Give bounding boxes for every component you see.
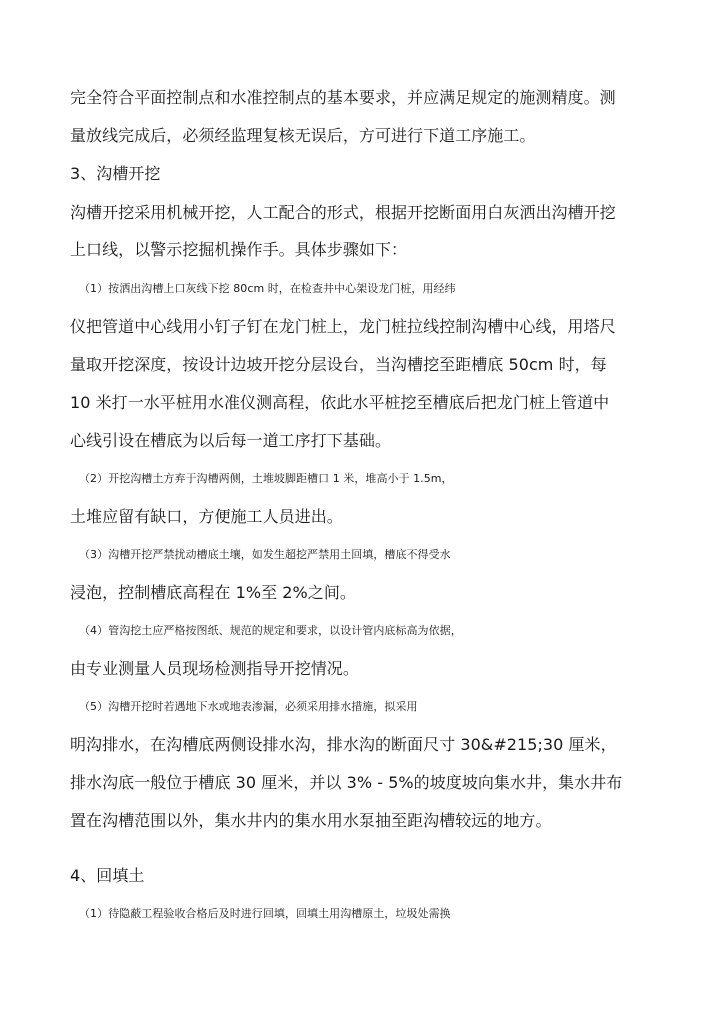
text-line: 排水沟底一般位于槽底 30 厘米，并以 3% - 5%的坡度坡向集水井，集水井布 — [70, 773, 623, 792]
text-line: 沟槽开挖采用机械开挖，人工配合的形式，根据开挖断面用白灰洒出沟槽开挖 — [70, 203, 616, 222]
text-line: 10 米打一水平桩用水准仪测高程，依此水平桩挖至槽底后把龙门桩上管道中 — [70, 393, 610, 412]
text-line: 心线引设在槽底为以后每一道工序打下基础。 — [70, 431, 392, 450]
list-item-1: （1）按洒出沟槽上口灰线下挖 80cm 时，在检查井中心架设龙门桩，用经纬 — [79, 282, 456, 295]
text-line: 完全符合平面控制点和水准控制点的基本要求，并应满足规定的施测精度。测 — [70, 88, 616, 107]
text-line: 浸泡，控制槽底高程在 1%至 2%之间。 — [70, 583, 356, 602]
section-heading-backfill: 4、回填土 — [70, 866, 145, 885]
text-line: 量取开挖深度，按设计边坡开挖分层设台，当沟槽挖至距槽底 50cm 时，每 — [70, 355, 607, 374]
text-line: 上口线，以警示挖掘机操作手。具体步骤如下： — [70, 240, 408, 259]
list-item-2: （2）开挖沟槽土方弃于沟槽两侧，土堆坡脚距槽口 1 米，堆高小于 1.5m， — [79, 472, 453, 485]
text-line: 由专业测量人员现场检测指导开挖情况。 — [70, 659, 359, 678]
text-line: 仪把管道中心线用小钉子钉在龙门桩上，龙门桩拉线控制沟槽中心线，用塔尺 — [70, 317, 616, 336]
section-heading-trench-excavation: 3、沟槽开挖 — [70, 164, 161, 183]
text-line: 置在沟槽范围以外，集水井内的集水用水泵抽至距沟槽较远的地方。 — [70, 811, 552, 830]
list-item-backfill-1: （1）待隐蔽工程验收合格后及时进行回填，回填土用沟槽原土，垃圾处需换 — [79, 907, 451, 920]
list-item-5: （5）沟槽开挖时若遇地下水或地表渗漏，必须采用排水措施，拟采用 — [79, 700, 418, 713]
list-item-3: （3）沟槽开挖严禁扰动槽底土壤，如发生超挖严禁用土回填，槽底不得受水 — [79, 548, 451, 561]
text-line: 明沟排水，在沟槽底两侧设排水沟，排水沟的断面尺寸 30&#215;30 厘米， — [70, 735, 617, 754]
list-item-4: （4）管沟挖土应严格按图纸、规范的规定和要求，以设计管内底标高为依据， — [79, 624, 462, 637]
text-line: 土堆应留有缺口，方便施工人员进出。 — [70, 507, 343, 526]
text-line: 量放线完成后，必须经监理复核无误后，方可进行下道工序施工。 — [70, 126, 536, 145]
